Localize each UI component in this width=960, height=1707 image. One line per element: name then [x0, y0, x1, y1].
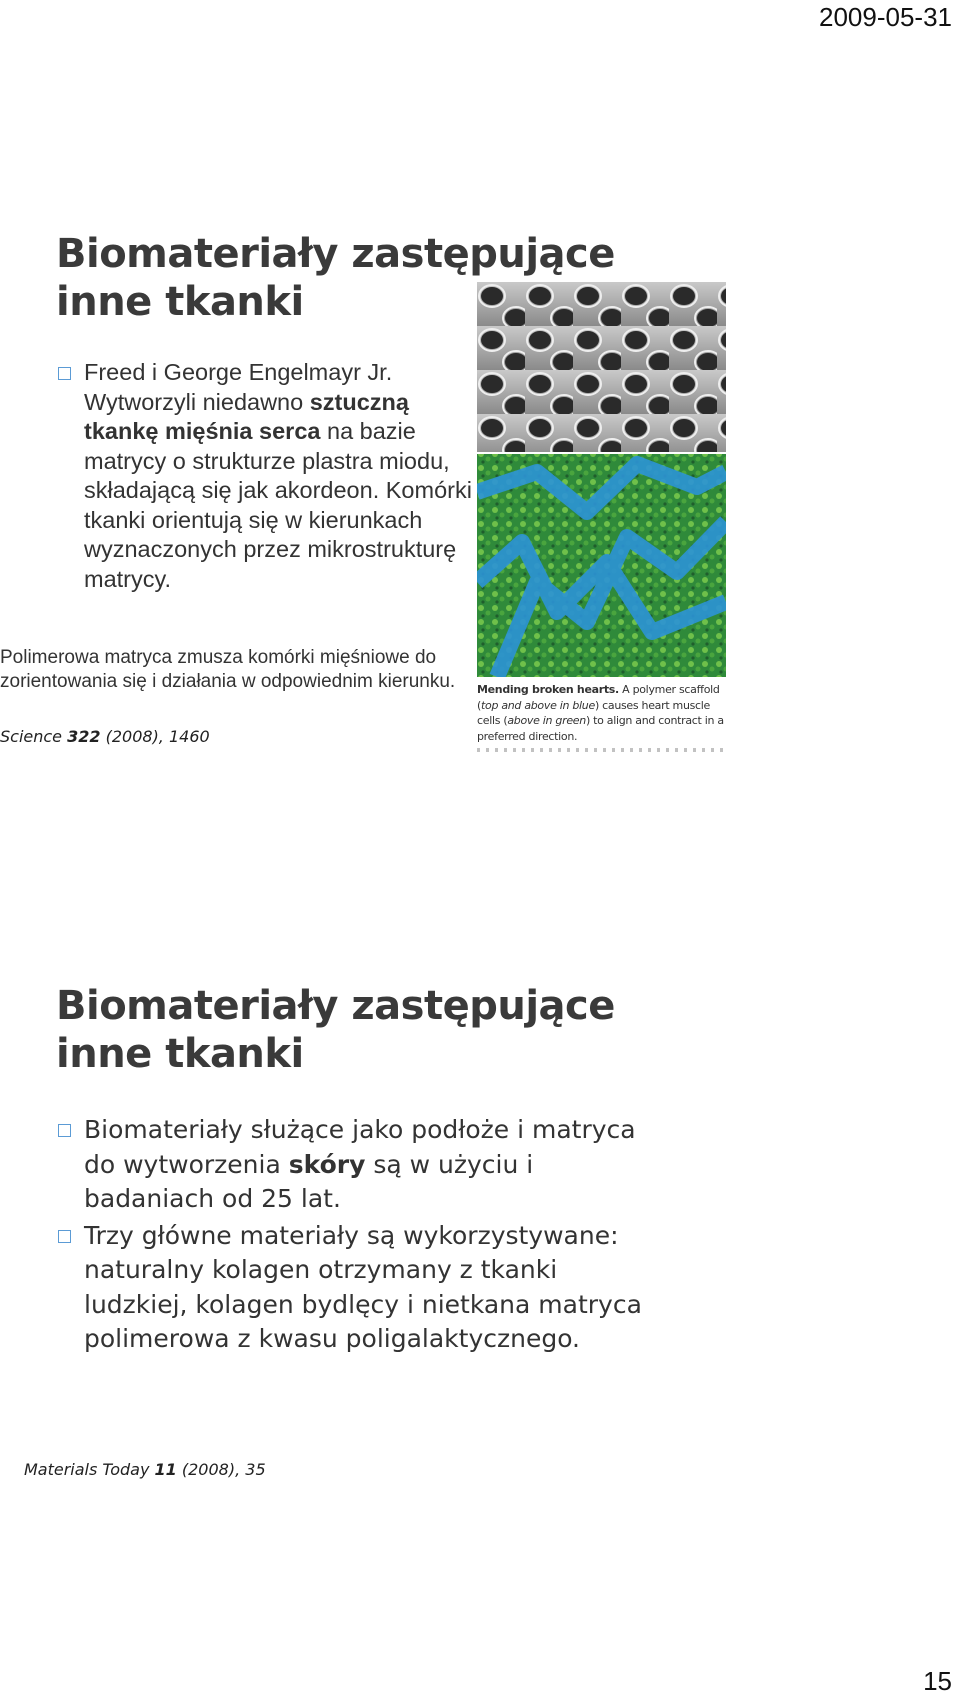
citation-volume: 322 [67, 727, 101, 746]
slide-2-bullet-1 [56, 1113, 656, 1217]
scaffold-micrograph [477, 282, 726, 677]
figure-caption-part-1: A polymer scaffold ( [477, 683, 720, 712]
citation-journal: Science [0, 727, 68, 746]
slide-1-title-line-1: Biomateriały zastępujące [56, 231, 615, 277]
slide-2-bullet-2 [56, 1219, 656, 1357]
scaffold-figure [477, 282, 726, 752]
page-date: 2009-05-31 [819, 2, 952, 32]
figure-caption-bold: Mending broken hearts. [477, 683, 619, 696]
citation-rest: (2008), 35 [176, 1460, 266, 1479]
slide-1-bullet [56, 358, 476, 594]
square-bullet-icon [58, 1124, 71, 1137]
square-bullet-icon [58, 367, 71, 380]
citation-journal: Materials Today [24, 1460, 155, 1479]
square-bullet-icon [58, 1230, 71, 1243]
figure-caption-italic-2: above in green [507, 714, 586, 727]
slide-1-bullet-list [56, 358, 476, 594]
figure-cut-off-text [477, 748, 726, 752]
bullet-text-bold: skóry [288, 1149, 366, 1179]
slide-2-bullet-list [56, 1113, 656, 1359]
slide-1-citation [0, 727, 210, 746]
slide-1-caption: Polimerowa matryca zmusza komórki mięśniowe do zorientowania się i działania w odpowiednim kierunku. [0, 647, 456, 692]
slide-2-title-line-1: Biomateriały zastępujące [56, 983, 615, 1029]
bullet-text: Trzy główne materiały są wykorzystywane: naturalny kolagen otrzymany z tkanki ludzkiej, kolagen bydlęcy i nietkana matryca polimerowa z kwasu poligalaktycznego. [84, 1220, 642, 1353]
bullet-text-bold: sztuczną tkankę mięśnia serca [84, 388, 409, 444]
figure-caption [477, 682, 729, 744]
slide-2-citation [24, 1460, 266, 1479]
bullet-text-post: są w użyciu i badaniach od 25 lat. [84, 1149, 534, 1213]
figure-caption-italic-1: top and above in blue [481, 698, 595, 712]
bullet-text-pre: Biomateriały służące jako podłoże i matryca do wytworzenia [84, 1115, 636, 1179]
bullet-text-post: na bazie matrycy o strukturze plastra miodu, składającą się jak akordeon. Komórki tkanki orientują się w kierunkach wyznaczonych przez mikrostrukturę matrycy. [84, 418, 472, 592]
figure-caption-part-3: ) to align and contract in a preferred direction. [477, 714, 724, 743]
page-number: 15 [923, 1666, 952, 1696]
slide-2-title-line-2: inne tkanki [56, 1031, 304, 1077]
figure-caption-part-2: ) causes heart muscle cells ( [477, 698, 711, 727]
slide-1-title-line-2: inne tkanki [56, 279, 304, 325]
slide-2-title [56, 982, 615, 1078]
bullet-text-pre: Freed i George Engelmayr Jr. Wytworzyli niedawno [84, 359, 393, 415]
citation-volume: 11 [154, 1460, 177, 1479]
citation-rest: (2008), 1460 [100, 727, 210, 746]
